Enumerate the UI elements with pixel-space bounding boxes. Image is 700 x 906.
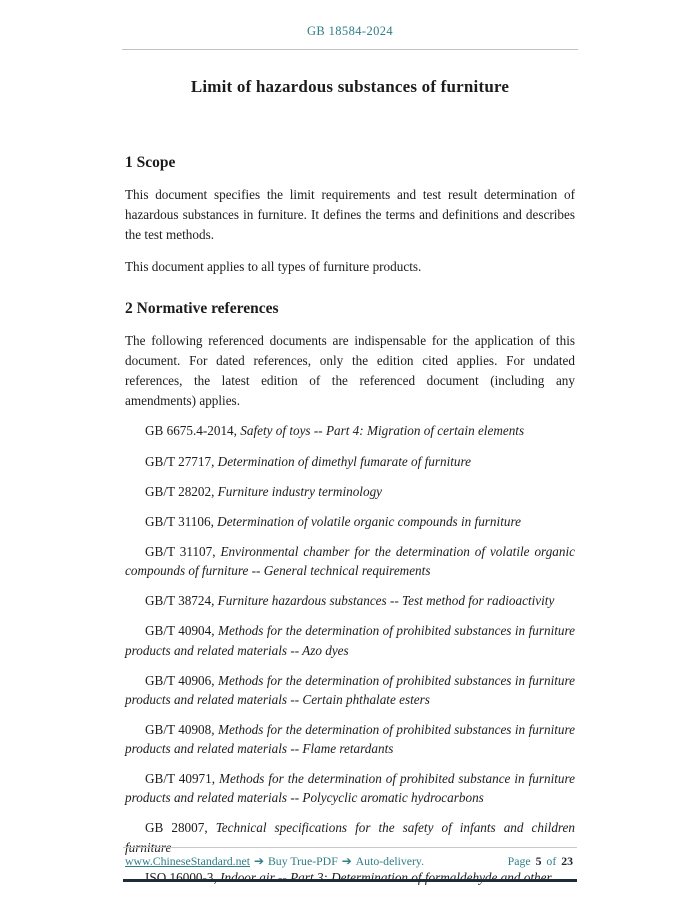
reference-title: Methods for the determination of prohibited substance in furniture products and related materials -- Polycyclic aromatic hydrocarbons xyxy=(125,771,575,806)
reference-item xyxy=(125,591,575,610)
reference-item xyxy=(125,769,575,807)
reference-code: GB/T 40906, xyxy=(145,672,215,688)
reference-title: Methods for the determination of prohibited substances in furniture products and related materials -- Certain phthalate esters xyxy=(125,672,576,707)
total-page-number: 23 xyxy=(561,854,573,868)
scope-paragraph-2: This document applies to all types of furniture products. xyxy=(125,259,422,275)
arrow-icon: ➔ xyxy=(341,854,352,868)
current-page-number: 5 xyxy=(535,854,542,868)
page-footer xyxy=(125,854,575,869)
bottom-rule xyxy=(123,879,577,882)
of-label: of xyxy=(546,854,557,868)
section-heading-scope: 1 Scope xyxy=(125,154,176,171)
reference-item xyxy=(125,720,575,758)
document-body xyxy=(125,154,575,887)
document-title: Limit of hazardous substances of furniture xyxy=(190,77,510,96)
footer-left xyxy=(125,854,424,869)
reference-code: GB/T 31106, xyxy=(145,513,214,529)
section-heading-normative-references: 2 Normative references xyxy=(125,300,279,318)
reference-code: GB 6675.4-2014, xyxy=(145,423,237,439)
reference-code: GB/T 38724, xyxy=(145,593,215,609)
reference-title: Determination of volatile organic compounds in furniture xyxy=(217,513,521,529)
reference-item xyxy=(125,868,575,887)
reference-title: Safety of toys -- Part 4: Migration of certain elements xyxy=(240,423,525,439)
header-divider xyxy=(122,49,578,50)
reference-title: Furniture industry terminology xyxy=(217,483,383,499)
reference-code: ISO 16000-3, xyxy=(145,869,217,885)
reference-item xyxy=(125,512,575,531)
reference-title: Technical specifications for the safety of infants and children furniture xyxy=(125,820,575,855)
reference-title: Furniture hazardous substances -- Test method for radioactivity xyxy=(217,593,555,609)
normative-intro-paragraph: The following referenced documents are indispensable for the application of this document. For dated references, only the edition cited applies. For undated references, the latest edition of the referenced document (including any amendments) applies. xyxy=(125,333,575,408)
reference-title: Methods for the determination of prohibited substances in furniture products and related materials -- Azo dyes xyxy=(125,623,576,658)
footer-site-link[interactable]: www.ChineseStandard.net xyxy=(125,854,251,868)
reference-item xyxy=(125,671,575,709)
footer-divider xyxy=(123,847,577,848)
references-list xyxy=(125,421,575,887)
standard-number: GB 18584-2024 xyxy=(306,24,394,38)
reference-item xyxy=(125,452,575,471)
reference-code: GB/T 40908, xyxy=(145,721,215,737)
reference-code: GB 28007, xyxy=(145,820,208,836)
reference-item xyxy=(125,621,575,659)
page-indicator xyxy=(508,854,575,869)
reference-item xyxy=(125,482,575,501)
page-label: Page xyxy=(507,854,531,868)
reference-code: GB/T 28202, xyxy=(145,483,215,499)
footer-buy-pdf-link[interactable]: Buy True-PDF xyxy=(267,854,338,868)
reference-title: Indoor air -- Part 3: Determination of formaldehyde and other xyxy=(220,869,552,885)
reference-title: Environmental chamber for the determination of volatile organic compounds of furniture -- General technical requirements xyxy=(125,543,575,579)
reference-item xyxy=(125,421,575,440)
reference-item xyxy=(125,818,575,856)
footer-delivery-text: Auto-delivery. xyxy=(355,854,425,868)
reference-title: Determination of dimethyl fumarate of furniture xyxy=(217,453,472,469)
reference-code: GB/T 40971, xyxy=(145,771,216,787)
arrow-icon: ➔ xyxy=(254,854,264,868)
reference-code: GB/T 27717, xyxy=(145,453,215,469)
scope-paragraph-1: This document specifies the limit requirements and test result determination of hazardous substances in furniture. It defines the terms and definitions and describes the test methods. xyxy=(125,187,575,242)
reference-code: GB/T 31107, xyxy=(145,543,216,559)
reference-title: Methods for the determination of prohibited substances in furniture products and related materials -- Flame retardants xyxy=(125,721,576,757)
reference-item xyxy=(125,542,575,580)
reference-code: GB/T 40904, xyxy=(145,623,215,639)
page-header xyxy=(0,0,700,50)
